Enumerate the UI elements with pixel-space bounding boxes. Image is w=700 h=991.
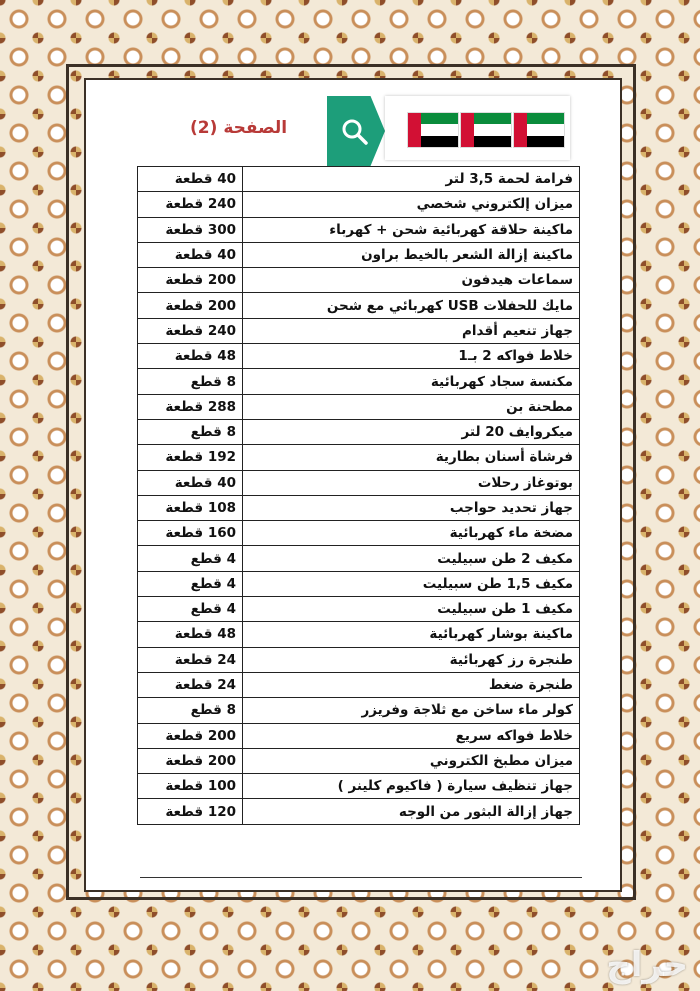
- table-row: [138, 293, 580, 318]
- item-quantity: 4 قطع: [138, 597, 243, 622]
- item-quantity: 200 قطعة: [138, 748, 243, 773]
- item-name: خلاط فواكه 2 بـ1: [243, 344, 580, 369]
- table-row: [138, 470, 580, 495]
- item-name: جهاز إزالة البثور من الوجه: [243, 799, 580, 824]
- item-quantity: 200 قطعة: [138, 293, 243, 318]
- table-row: [138, 774, 580, 799]
- table-row: [138, 192, 580, 217]
- watermark: حراج: [606, 945, 688, 985]
- table-row: [138, 242, 580, 267]
- item-name: جهاز تحديد حواجب: [243, 495, 580, 520]
- item-quantity: 200 قطعة: [138, 723, 243, 748]
- item-name: سماعات هيدفون: [243, 268, 580, 293]
- item-name: مكيف 1,5 طن سبيليت: [243, 571, 580, 596]
- table-row: [138, 672, 580, 697]
- table-row: [138, 597, 580, 622]
- item-quantity: 120 قطعة: [138, 799, 243, 824]
- item-quantity: 100 قطعة: [138, 774, 243, 799]
- table-row: [138, 268, 580, 293]
- item-name: مضخة ماء كهربائية: [243, 521, 580, 546]
- item-name: طنجرة ضغط: [243, 672, 580, 697]
- item-quantity: 40 قطعة: [138, 470, 243, 495]
- item-name: كولر ماء ساخن مع ثلاجة وفريزر: [243, 698, 580, 723]
- uae-flag-icon: [407, 112, 459, 148]
- item-quantity: 288 قطعة: [138, 394, 243, 419]
- table-row: [138, 647, 580, 672]
- item-quantity: 200 قطعة: [138, 268, 243, 293]
- uae-flag-icon: [513, 112, 565, 148]
- table-row: [138, 318, 580, 343]
- item-name: فرشاة أسنان بطارية: [243, 445, 580, 470]
- table-row: [138, 723, 580, 748]
- item-name: ميزان مطبخ الكتروني: [243, 748, 580, 773]
- uae-flag-icon: [460, 112, 512, 148]
- table-row: [138, 394, 580, 419]
- table-row: [138, 521, 580, 546]
- item-name: طنجرة رز كهربائية: [243, 647, 580, 672]
- table-row: [138, 217, 580, 242]
- item-quantity: 40 قطعة: [138, 242, 243, 267]
- table-row: [138, 495, 580, 520]
- item-quantity: 4 قطع: [138, 546, 243, 571]
- page-title: الصفحة (2): [190, 118, 288, 138]
- item-name: ماكينة إزالة الشعر بالخيط براون: [243, 242, 580, 267]
- table-row: [138, 622, 580, 647]
- item-quantity: 48 قطعة: [138, 622, 243, 647]
- item-quantity: 8 قطع: [138, 419, 243, 444]
- item-name: مطحنة بن: [243, 394, 580, 419]
- table-row: [138, 748, 580, 773]
- item-quantity: 48 قطعة: [138, 344, 243, 369]
- item-quantity: 24 قطعة: [138, 672, 243, 697]
- table-row: [138, 571, 580, 596]
- table-row: [138, 344, 580, 369]
- item-name: ميكروايف 20 لتر: [243, 419, 580, 444]
- item-name: ميزان إلكتروني شخصي: [243, 192, 580, 217]
- item-quantity: 192 قطعة: [138, 445, 243, 470]
- item-name: جهاز تنظيف سيارة ( فاكيوم كلينر ): [243, 774, 580, 799]
- item-name: ماكينة بوشار كهربائية: [243, 622, 580, 647]
- item-quantity: 160 قطعة: [138, 521, 243, 546]
- table-row: [138, 445, 580, 470]
- item-quantity: 24 قطعة: [138, 647, 243, 672]
- item-quantity: 4 قطع: [138, 571, 243, 596]
- table-row: [138, 419, 580, 444]
- table-row: [138, 546, 580, 571]
- item-name: فرامة لحمة 3,5 لتر: [243, 167, 580, 192]
- item-name: بوتوغاز رحلات: [243, 470, 580, 495]
- items-table: [137, 166, 580, 825]
- item-name: مكيف 1 طن سبيليت: [243, 597, 580, 622]
- item-name: خلاط فواكه سريع: [243, 723, 580, 748]
- table-row: [138, 369, 580, 394]
- item-quantity: 240 قطعة: [138, 318, 243, 343]
- table-row: [138, 799, 580, 824]
- item-quantity: 108 قطعة: [138, 495, 243, 520]
- item-quantity: 40 قطعة: [138, 167, 243, 192]
- table-row: [138, 698, 580, 723]
- item-quantity: 8 قطع: [138, 369, 243, 394]
- item-quantity: 240 قطعة: [138, 192, 243, 217]
- item-name: ماكينة حلاقة كهربائية شحن + كهرباء: [243, 217, 580, 242]
- item-quantity: 300 قطعة: [138, 217, 243, 242]
- item-name: جهاز تنعيم أقدام: [243, 318, 580, 343]
- item-name: مكيف 2 طن سبيليت: [243, 546, 580, 571]
- flags-strip: [385, 96, 570, 160]
- item-quantity: 8 قطع: [138, 698, 243, 723]
- divider: [140, 877, 582, 878]
- search-icon: [341, 118, 369, 146]
- item-name: مكنسة سجاد كهربائية: [243, 369, 580, 394]
- table-row: [138, 167, 580, 192]
- item-name: مايك للحفلات USB كهربائي مع شحن: [243, 293, 580, 318]
